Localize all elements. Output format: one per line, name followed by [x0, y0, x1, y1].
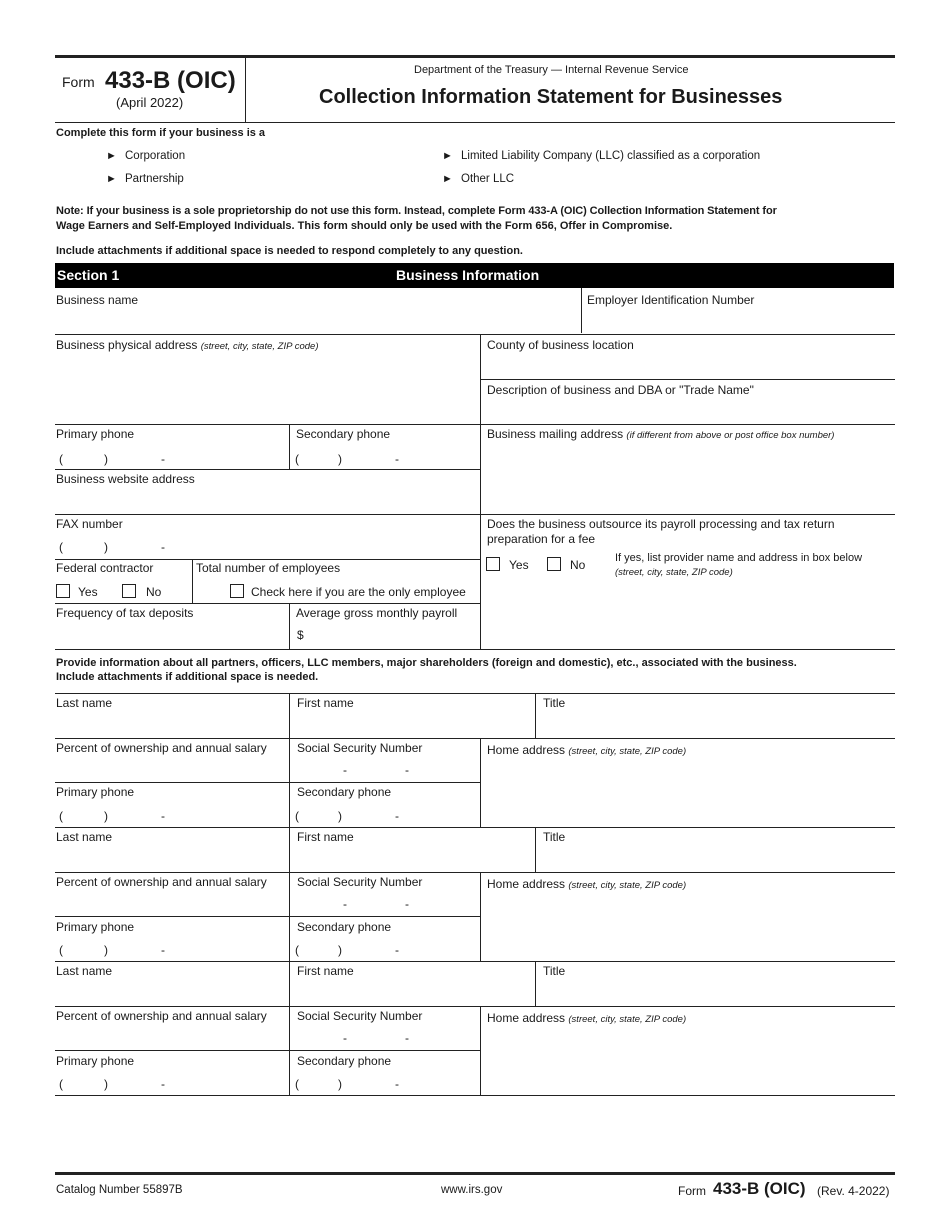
footer-form-word: Form — [678, 1184, 706, 1198]
grid-line — [480, 872, 481, 961]
business-name-field[interactable] — [56, 308, 578, 332]
partner-1-primary-phone-label: Primary phone — [56, 785, 135, 799]
partner-1-title-label: Title — [543, 696, 566, 710]
physical-address-label — [56, 338, 318, 354]
home-address-text: Home address — [487, 1011, 566, 1025]
partner-3-primary-phone-label: Primary phone — [56, 1054, 135, 1068]
outsource-question-1: Does the business outsource its payroll processing and tax return — [487, 517, 835, 531]
home-address-hint: (street, city, state, ZIP code) — [568, 746, 687, 757]
partner-2-home-address-field[interactable] — [486, 893, 892, 959]
only-employee-label: Check here if you are the only employee — [251, 585, 466, 599]
footer-form-number: 433-B (OIC) — [713, 1179, 806, 1198]
phone-paren-close: ) — [104, 452, 108, 466]
form-number: 433-B (OIC) — [105, 67, 236, 94]
partner-1-home-address-label — [487, 743, 686, 759]
form-title: Collection Information Statement for Businesses — [319, 86, 783, 108]
agency-name: Department of the Treasury — Internal Revenue Service — [414, 64, 689, 76]
mailing-address-label — [487, 427, 834, 443]
grid-line — [55, 827, 895, 828]
grid-line — [55, 469, 480, 470]
partner-1-secondary-phone-field[interactable] — [292, 806, 477, 824]
arrow-icon: ► — [106, 150, 117, 162]
partner-1-ssn-label: Social Security Number — [297, 741, 423, 755]
phone-dash: - — [395, 452, 399, 466]
top-rule — [55, 55, 895, 58]
outsource-yes-label: Yes — [509, 558, 529, 572]
partner-2-last-name-field[interactable] — [56, 846, 286, 870]
partner-1-percent-label: Percent of ownership and annual salary — [56, 741, 267, 755]
note-line-1: Note: If your business is a sole proprietorship do not use this form. Instead, complete Form 433-A (OIC) Collection Information Statement for — [56, 205, 777, 217]
grid-line — [535, 693, 536, 738]
partner-2-home-address-label — [487, 877, 686, 893]
grid-line — [55, 334, 895, 335]
ein-label: Employer Identification Number — [587, 293, 755, 307]
contractor-yes-label: Yes — [78, 585, 98, 599]
outsource-question-2: preparation for a fee — [487, 532, 596, 546]
physical-address-hint: (street, city, state, ZIP code) — [200, 341, 319, 352]
catalog-number: Catalog Number 55897B — [56, 1184, 183, 1196]
partners-instr-1: Provide information about all partners, officers, LLC members, major shareholders (foreign and domestic), etc., associated with the business. — [56, 657, 797, 669]
ein-field[interactable] — [586, 308, 892, 332]
partner-1-first-name-label: First name — [297, 696, 354, 710]
outsource-no-checkbox[interactable] — [547, 557, 561, 571]
county-field[interactable] — [486, 354, 892, 376]
phone-dash: - — [161, 452, 165, 466]
grid-line — [192, 559, 193, 603]
description-label: Description of business and DBA or "Trade Name" — [487, 383, 754, 397]
phone-paren-open: ( — [295, 1077, 299, 1091]
complete-if-text: Complete this form if your business is a — [56, 127, 266, 139]
secondary-phone-field[interactable] — [292, 449, 477, 467]
home-address-text: Home address — [487, 877, 566, 891]
phone-paren-close: ) — [104, 540, 108, 554]
provider-address-field[interactable] — [486, 580, 892, 646]
partner-3-last-name-label: Last name — [56, 964, 113, 978]
phone-paren-close: ) — [104, 809, 108, 823]
grid-line — [55, 916, 480, 917]
partner-3-last-name-field[interactable] — [56, 980, 286, 1004]
fax-field[interactable] — [56, 537, 286, 555]
business-type-partnership: Partnership — [125, 173, 184, 185]
outsource-no-label: No — [570, 558, 586, 572]
grid-line — [535, 961, 536, 1006]
attachments-note: Include attachments if additional space is needed to respond completely to any question. — [56, 245, 523, 257]
ssn-dash: - — [405, 1031, 409, 1045]
ssn-dash: - — [343, 763, 347, 777]
partner-2-first-name-label: First name — [297, 830, 354, 844]
header-bottom-rule — [55, 122, 895, 123]
footer-revision: (Rev. 4-2022) — [817, 1184, 890, 1198]
phone-paren-close: ) — [338, 1077, 342, 1091]
phone-paren-close: ) — [338, 809, 342, 823]
grid-line — [55, 514, 895, 515]
phone-dash: - — [161, 943, 165, 957]
partner-3-percent-label: Percent of ownership and annual salary — [56, 1009, 267, 1023]
business-type-other-llc: Other LLC — [461, 173, 515, 185]
partner-3-percent-field[interactable] — [56, 1025, 286, 1048]
tax-deposits-label: Frequency of tax deposits — [56, 606, 194, 620]
partner-2-percent-field[interactable] — [56, 891, 286, 914]
grid-line — [55, 693, 895, 694]
arrow-icon: ► — [442, 173, 453, 185]
phone-dash: - — [395, 809, 399, 823]
partner-3-secondary-phone-label: Secondary phone — [297, 1054, 392, 1068]
mailing-address-text: Business mailing address — [487, 427, 624, 441]
tax-deposits-field[interactable] — [56, 622, 286, 646]
website-label: Business website address — [56, 472, 195, 486]
partner-2-ssn-label: Social Security Number — [297, 875, 423, 889]
primary-phone-label: Primary phone — [56, 427, 135, 441]
grid-line — [55, 1006, 895, 1007]
section-1-label: Section 1 — [57, 267, 120, 283]
partner-1-ssn-field[interactable] — [292, 760, 477, 780]
grid-line — [55, 603, 480, 604]
partner-2-title-field[interactable] — [540, 846, 892, 870]
primary-phone-field[interactable] — [56, 449, 286, 467]
phone-paren-close: ) — [104, 943, 108, 957]
phone-dash: - — [161, 809, 165, 823]
partner-1-home-address-field[interactable] — [486, 759, 892, 825]
phone-paren-open: ( — [59, 540, 63, 554]
grid-line — [480, 1006, 481, 1095]
phone-dash: - — [161, 540, 165, 554]
partner-1-secondary-phone-label: Secondary phone — [297, 785, 392, 799]
partner-3-home-address-field[interactable] — [486, 1027, 892, 1093]
grid-line — [480, 379, 895, 380]
partner-3-primary-phone-field[interactable] — [56, 1074, 286, 1092]
phone-paren-open: ( — [59, 1077, 63, 1091]
partner-2-last-name-label: Last name — [56, 830, 113, 844]
partner-3-ssn-field[interactable] — [292, 1028, 477, 1048]
fax-label: FAX number — [56, 517, 123, 531]
grid-line — [55, 782, 480, 783]
avg-payroll-label: Average gross monthly payroll — [296, 606, 458, 620]
partner-3-first-name-field[interactable] — [292, 980, 532, 1004]
website-field[interactable] — [56, 488, 476, 510]
partner-3-first-name-label: First name — [297, 964, 354, 978]
grid-line — [289, 424, 290, 469]
grid-line — [55, 559, 480, 560]
grid-line — [289, 827, 290, 961]
partner-2-secondary-phone-label: Secondary phone — [297, 920, 392, 934]
grid-line — [289, 693, 290, 827]
ssn-dash: - — [405, 897, 409, 911]
mailing-address-field[interactable] — [486, 444, 892, 510]
ssn-dash: - — [343, 897, 347, 911]
federal-contractor-label: Federal contractor — [56, 561, 154, 575]
grid-line — [55, 872, 895, 873]
description-field[interactable] — [486, 399, 892, 421]
if-yes-hint: (street, city, state, ZIP code) — [615, 567, 733, 578]
partner-1-last-name-label: Last name — [56, 696, 113, 710]
phone-paren-close: ) — [338, 452, 342, 466]
partner-2-primary-phone-label: Primary phone — [56, 920, 135, 934]
note-line-2: Wage Earners and Self-Employed Individuals. This form should only be used with the Form 656, Offer in Compromise. — [56, 220, 673, 232]
partner-3-title-label: Title — [543, 964, 566, 978]
only-employee-checkbox[interactable] — [230, 584, 244, 598]
partner-2-title-label: Title — [543, 830, 566, 844]
phone-paren-open: ( — [295, 943, 299, 957]
partner-1-percent-field[interactable] — [56, 757, 286, 780]
contractor-no-checkbox[interactable] — [122, 584, 136, 598]
outsource-yes-checkbox[interactable] — [486, 557, 500, 571]
phone-dash: - — [395, 943, 399, 957]
avg-payroll-field[interactable] — [308, 624, 476, 646]
secondary-phone-label: Secondary phone — [296, 427, 391, 441]
business-type-corporation: Corporation — [125, 150, 186, 162]
grid-line — [581, 288, 582, 333]
grid-line — [480, 334, 481, 649]
total-employees-label: Total number of employees — [196, 561, 341, 575]
grid-line — [55, 1095, 895, 1096]
grid-line — [55, 424, 895, 425]
section-1-header — [55, 263, 894, 288]
form-revision: (April 2022) — [116, 95, 184, 110]
partner-1-last-name-field[interactable] — [56, 712, 286, 736]
ssn-dash: - — [405, 763, 409, 777]
phone-dash: - — [395, 1077, 399, 1091]
if-yes-label: If yes, list provider name and address in box below — [615, 552, 863, 564]
phone-paren-open: ( — [59, 943, 63, 957]
phone-dash: - — [161, 1077, 165, 1091]
contractor-yes-checkbox[interactable] — [56, 584, 70, 598]
section-1-title: Business Information — [396, 267, 540, 283]
partner-3-home-address-label — [487, 1011, 686, 1027]
header-divider — [245, 58, 246, 122]
partner-1-first-name-field[interactable] — [292, 712, 532, 736]
physical-address-field[interactable] — [56, 354, 476, 420]
grid-line — [289, 603, 290, 649]
partner-2-secondary-phone-field[interactable] — [292, 940, 477, 958]
partner-3-secondary-phone-field[interactable] — [292, 1074, 477, 1092]
grid-line — [289, 961, 290, 1095]
business-name-label: Business name — [56, 293, 139, 307]
partner-1-title-field[interactable] — [540, 712, 892, 736]
contractor-no-label: No — [146, 585, 162, 599]
partner-3-ssn-label: Social Security Number — [297, 1009, 423, 1023]
physical-address-text: Business physical address — [56, 338, 198, 352]
phone-paren-open: ( — [295, 452, 299, 466]
mailing-address-hint: (if different from above or post office box number) — [626, 430, 835, 441]
county-label: County of business location — [487, 338, 634, 352]
phone-paren-close: ) — [338, 943, 342, 957]
home-address-text: Home address — [487, 743, 566, 757]
grid-line — [535, 827, 536, 872]
phone-paren-open: ( — [59, 809, 63, 823]
partner-2-ssn-field[interactable] — [292, 894, 477, 914]
grid-line — [55, 738, 895, 739]
home-address-hint: (street, city, state, ZIP code) — [568, 880, 687, 891]
grid-line — [55, 1050, 480, 1051]
grid-line — [480, 738, 481, 827]
grid-line — [55, 961, 895, 962]
partner-1-primary-phone-field[interactable] — [56, 806, 286, 824]
phone-paren-open: ( — [295, 809, 299, 823]
ssn-dash: - — [343, 1031, 347, 1045]
grid-line — [55, 649, 895, 650]
arrow-icon: ► — [442, 150, 453, 162]
business-type-llc-corp: Limited Liability Company (LLC) classified as a corporation — [461, 150, 761, 162]
dollar-sign: $ — [297, 628, 304, 642]
phone-paren-close: ) — [104, 1077, 108, 1091]
irs-website: www.irs.gov — [441, 1184, 503, 1196]
phone-paren-open: ( — [59, 452, 63, 466]
partner-2-first-name-field[interactable] — [292, 846, 532, 870]
partner-3-title-field[interactable] — [540, 980, 892, 1004]
home-address-hint: (street, city, state, ZIP code) — [568, 1014, 687, 1025]
partner-2-percent-label: Percent of ownership and annual salary — [56, 875, 267, 889]
form-word: Form — [62, 74, 95, 90]
partners-instr-2: Include attachments if additional space is needed. — [56, 671, 319, 683]
partner-2-primary-phone-field[interactable] — [56, 940, 286, 958]
arrow-icon: ► — [106, 173, 117, 185]
footer-rule — [55, 1172, 895, 1175]
